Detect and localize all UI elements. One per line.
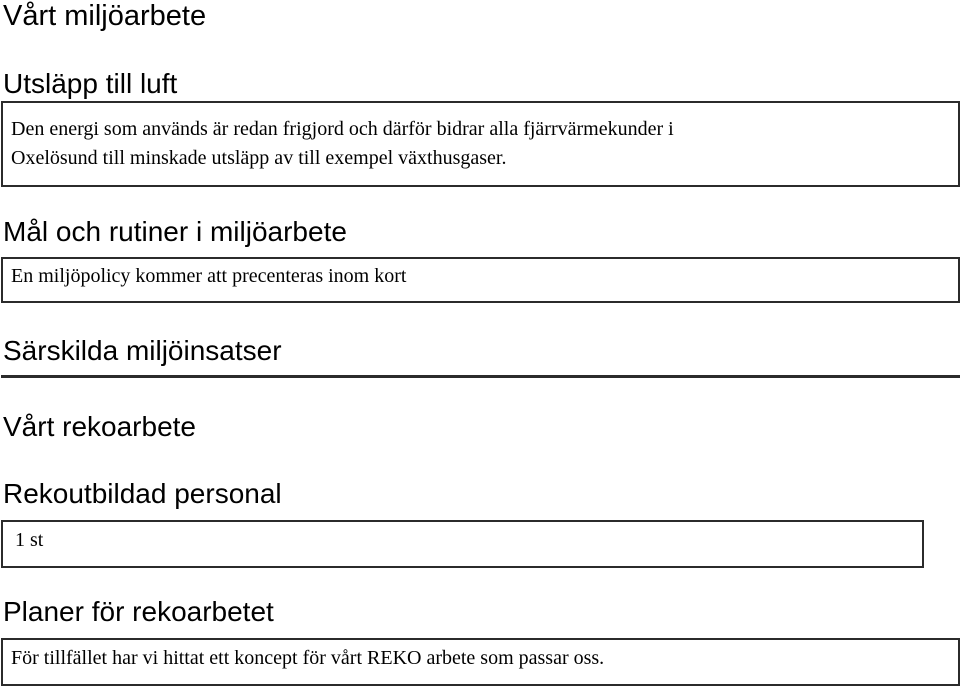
emissions-text-line-2: Oxelösund till minskade utsläpp av till exempel växthusgaser. <box>11 147 507 169</box>
emissions-text-line-1: Den energi som används är redan frigjord och därför bidrar alla fjärrvärmekunder i <box>11 118 674 140</box>
page-title: Vårt miljöarbete <box>3 0 207 32</box>
section-divider <box>1 375 960 378</box>
section-heading-emissions: Utsläpp till luft <box>3 68 178 99</box>
section-heading-reko-plans: Planer för rekoarbetet <box>3 596 274 627</box>
section-heading-trained-staff: Rekoutbildad personal <box>3 478 282 509</box>
goals-text-box <box>1 257 960 303</box>
reko-plans-text: För tillfället har vi hittat ett koncept för vårt REKO arbete som passar oss. <box>11 647 605 669</box>
section-heading-special-measures: Särskilda miljöinsatser <box>3 335 282 366</box>
trained-staff-box <box>1 520 924 568</box>
goals-text: En miljöpolicy kommer att precenteras inom kort <box>11 265 407 287</box>
section-heading-goals: Mål och rutiner i miljöarbete <box>3 216 347 247</box>
emissions-text-box <box>1 101 960 187</box>
reko-plans-text-box <box>1 638 960 686</box>
trained-staff-count: 1 st <box>15 529 44 551</box>
section-heading-reko-work: Vårt rekoarbete <box>3 411 196 442</box>
